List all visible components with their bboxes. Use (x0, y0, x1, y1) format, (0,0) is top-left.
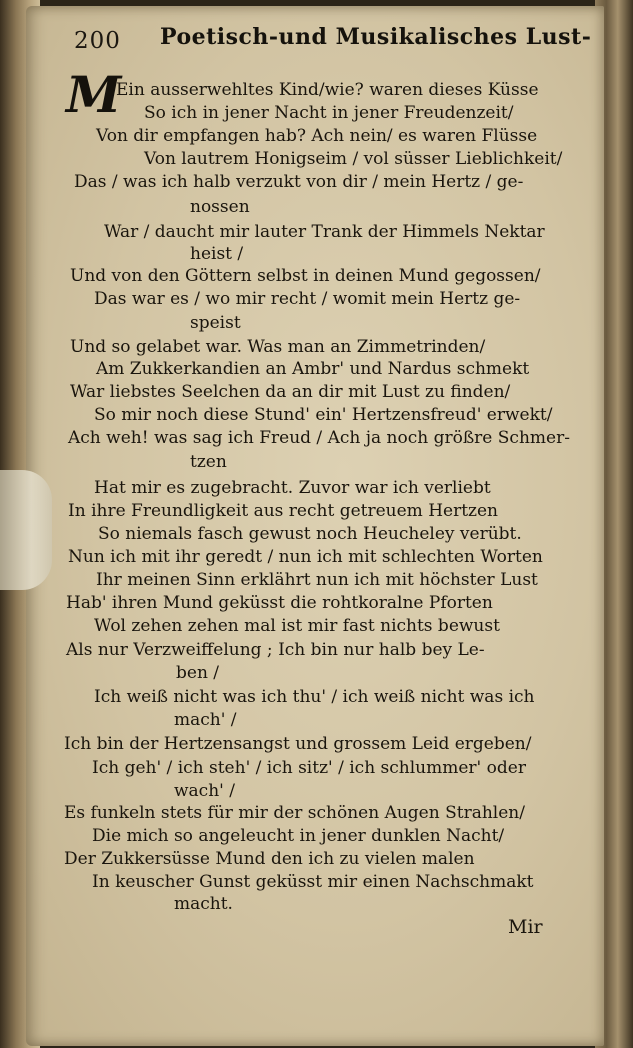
poem-line: So mir noch diese Stund' ein' Hertzensfreud' erwekt/ (94, 405, 553, 425)
poem-line: So ich in jener Nacht in jener Freudenzeit/ (144, 103, 514, 123)
poem-line: Der Zukkersüsse Mund den ich zu vielen malen (64, 849, 475, 869)
poem-line: Ich bin der Hertzensangst und grossem Leid ergeben/ (64, 734, 532, 754)
poem-line: War liebstes Seelchen da an dir mit Lust zu finden/ (70, 382, 511, 402)
poem-line: Als nur Verzweiffelung ; Ich bin nur halb bey Le- (66, 640, 485, 660)
bookmark-ribbon (0, 470, 52, 590)
poem-line: Ich weiß nicht was ich thu' / ich weiß nicht was ich (94, 687, 535, 707)
poem-line: Die mich so angeleucht in jener dunklen Nacht/ (92, 826, 505, 846)
poem-line: Nun ich mit ihr geredt / nun ich mit schlechten Worten (68, 547, 543, 567)
poem-line: Und so gelabet war. Was man an Zimmetrinden/ (70, 337, 486, 357)
poem-line: Hab' ihren Mund geküsst die rohtkoralne Pforten (66, 593, 493, 613)
poem-line: Hat mir es zugebracht. Zuvor war ich verliebt (94, 478, 491, 498)
poem-line: Von lautrem Honigseim / vol süsser Lieblichkeit/ (144, 149, 563, 169)
poem-line: Wol zehen zehen mal ist mir fast nichts bewust (94, 616, 500, 636)
poem-line: nossen (190, 197, 250, 217)
poem-line: speist (190, 313, 241, 333)
running-title: Poetisch-und Musikalisches Lust- (160, 24, 592, 50)
poem-line: ben / (176, 663, 220, 683)
poem-line: tzen (190, 452, 227, 472)
poem-line: Es funkeln stets für mir der schönen Augen Strahlen/ (64, 803, 525, 823)
catchword: Mir (508, 916, 543, 938)
poem-line: Ich geh' / ich steh' / ich sitz' / ich schlummer' oder (92, 758, 526, 778)
poem-line: heist / (190, 244, 244, 264)
poem-line: mach' / (174, 710, 237, 730)
poem-line: Ihr meinen Sinn erklährt nun ich mit höchster Lust (96, 570, 538, 590)
poem-line: In keuscher Gunst geküsst mir einen Nachschmakt (92, 872, 534, 892)
page-number: 200 (74, 28, 121, 54)
poem-line: Ach weh! was sag ich Freud / Ach ja noch größre Schmer- (68, 428, 570, 448)
poem-line: So niemals fasch gewust noch Heucheley verübt. (98, 524, 522, 544)
poem-line: Von dir empfangen hab? Ach nein/ es waren Flüsse (96, 126, 538, 146)
poem-line: macht. (174, 894, 233, 914)
poem-line: War / daucht mir lauter Trank der Himmels Nektar (104, 222, 545, 242)
poem-line: Und von den Göttern selbst in deinen Mund gegossen/ (70, 266, 541, 286)
poem-line: Am Zukkerkandien an Ambr' und Nardus schmekt (96, 359, 530, 379)
poem-line: Das war es / wo mir recht / womit mein Hertz ge- (94, 289, 521, 309)
poem-line: wach' / (174, 781, 235, 801)
poem-line: Das / was ich halb verzukt von dir / mein Hertz / ge- (74, 172, 524, 192)
decorated-initial: M (66, 65, 122, 124)
poem-line: In ihre Freundligkeit aus recht getreuem Hertzen (68, 501, 499, 521)
poem-line: Ein ausserwehltes Kind/wie? waren dieses Küsse (116, 80, 539, 100)
